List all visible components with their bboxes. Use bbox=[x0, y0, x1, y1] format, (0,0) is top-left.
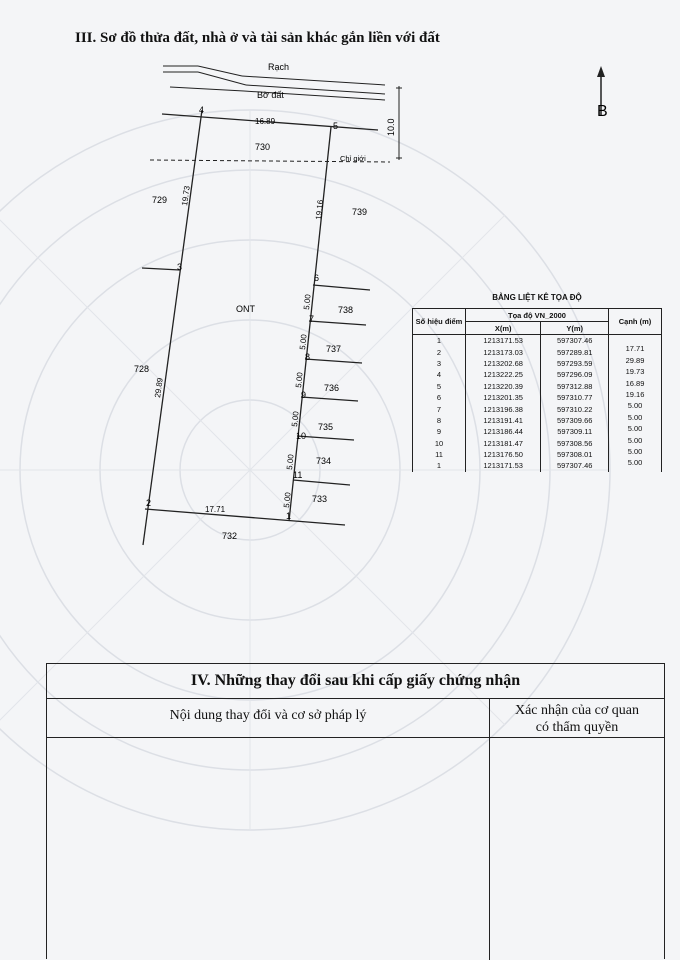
coord-x-cell: 1213173.03 bbox=[466, 346, 541, 357]
coord-point-cell: 11 bbox=[413, 449, 466, 460]
coord-edge-cell bbox=[609, 467, 662, 478]
neighbor-729: 729 bbox=[152, 195, 168, 205]
edge-length-2-3: 29.89 bbox=[153, 377, 165, 399]
coord-point-cell: 8 bbox=[413, 415, 466, 426]
edge-length-10-11: 5.00 bbox=[285, 453, 296, 471]
col-x-header: X(m) bbox=[466, 322, 541, 335]
coord-x-cell: 1213220.39 bbox=[466, 381, 541, 392]
authority-confirm-line1: Xác nhận của cơ quan bbox=[514, 703, 639, 718]
changes-content-header: Nội dung thay đổi và cơ sở pháp lý bbox=[47, 699, 489, 738]
neighbor-736: 736 bbox=[324, 383, 340, 393]
parcel-label: ONT bbox=[236, 304, 255, 314]
coord-table-title: BẢNG LIỆT KÊ TỌA ĐỘ bbox=[492, 293, 582, 302]
col-edge-header: Cạnh (m) bbox=[609, 309, 662, 335]
coord-x-cell: 1213171.53 bbox=[466, 335, 541, 347]
coord-y-cell: 597293.59 bbox=[541, 358, 609, 369]
edge-length-1-2: 17.71 bbox=[205, 505, 226, 514]
coord-x-cell: 1213176.50 bbox=[466, 449, 541, 460]
point-7: 7 bbox=[309, 314, 315, 324]
neighbor-737: 737 bbox=[326, 344, 342, 354]
neighbor-738: 738 bbox=[338, 305, 354, 315]
neighbor-line-6 bbox=[313, 285, 370, 290]
neighbor-line-3 bbox=[142, 268, 180, 270]
authority-confirm-column bbox=[490, 699, 664, 960]
coord-edge-cell: 5.00 bbox=[609, 422, 662, 433]
point-11: 11 bbox=[293, 470, 303, 480]
coord-y-cell: 597296.09 bbox=[541, 369, 609, 380]
point-8: 8 bbox=[305, 352, 311, 362]
point-10: 10 bbox=[296, 431, 307, 441]
col-point-header: Số hiệu điểm bbox=[413, 309, 466, 335]
coord-x-cell: 1213201.35 bbox=[466, 392, 541, 403]
coord-edge-cell: 19.73 bbox=[609, 365, 662, 376]
neighbor-line-8 bbox=[305, 359, 362, 363]
coord-y-cell: 597308.56 bbox=[541, 438, 609, 449]
coord-point-cell: 3 bbox=[413, 358, 466, 369]
coord-table-body bbox=[413, 335, 662, 472]
point-6: 6 bbox=[314, 273, 320, 283]
neighbor-line-9 bbox=[301, 397, 358, 401]
embankment-line-1 bbox=[198, 72, 246, 85]
coord-edge-cell: 5.00 bbox=[609, 433, 662, 444]
coord-y-cell: 597308.01 bbox=[541, 449, 609, 460]
coord-y-cell: 597310.77 bbox=[541, 392, 609, 403]
coord-edge-cell: 17.71 bbox=[609, 342, 662, 354]
coord-edge-cell: 5.00 bbox=[609, 456, 662, 467]
edge-length-11-1: 5.00 bbox=[282, 491, 293, 509]
coord-y-cell: 597307.46 bbox=[541, 460, 609, 471]
coord-point-cell: 6 bbox=[413, 392, 466, 403]
coord-point-cell: 10 bbox=[413, 438, 466, 449]
coord-edge-cell: 16.89 bbox=[609, 376, 662, 387]
coord-point-cell: 2 bbox=[413, 346, 466, 357]
coord-y-cell: 597289.81 bbox=[541, 346, 609, 357]
authority-confirm-line2: có thẩm quyền bbox=[535, 720, 619, 735]
coord-edge-cell: 5.00 bbox=[609, 445, 662, 456]
section3-title: III. Sơ đồ thửa đất, nhà ở và tài sản khác gắn liền với đất bbox=[75, 30, 440, 46]
coord-x-cell: 1213191.41 bbox=[466, 415, 541, 426]
edge-length-6-7: 5.00 bbox=[302, 293, 313, 311]
col-system-header: Tọa độ VN_2000 bbox=[466, 309, 609, 322]
canal-line-2 bbox=[198, 66, 242, 76]
coord-x-cell: 1213222.25 bbox=[466, 369, 541, 380]
point-5: 5 bbox=[333, 121, 339, 131]
neighbor-line-7 bbox=[309, 321, 366, 325]
edge-left-boundary bbox=[143, 110, 202, 545]
coord-edge-cell: 29.89 bbox=[609, 353, 662, 364]
coord-edge-cell: 5.00 bbox=[609, 410, 662, 421]
neighbor-732: 732 bbox=[222, 531, 238, 541]
coord-y-cell: 597312.88 bbox=[541, 381, 609, 392]
coord-x-cell: 1213181.47 bbox=[466, 438, 541, 449]
edge-length-8-9: 5.00 bbox=[294, 371, 305, 389]
neighbor-734: 734 bbox=[316, 456, 332, 466]
authority-confirm-header bbox=[490, 699, 664, 738]
north-label: B bbox=[597, 103, 608, 120]
coord-x-cell: 1213202.68 bbox=[466, 358, 541, 369]
coord-point-cell: 1 bbox=[413, 460, 466, 471]
coord-y-cell: 597310.22 bbox=[541, 403, 609, 414]
embankment-line-3 bbox=[170, 87, 244, 91]
section4-title: IV. Những thay đổi sau khi cấp giấy chứng nhận bbox=[47, 664, 664, 699]
point-4: 4 bbox=[199, 105, 205, 115]
coord-y-cell: 597309.11 bbox=[541, 426, 609, 437]
edge-length-3-4: 19.73 bbox=[180, 185, 192, 207]
col-y-header: Y(m) bbox=[541, 322, 609, 335]
edge-length-5-6: 19.16 bbox=[314, 199, 326, 221]
neighbor-728: 728 bbox=[134, 364, 150, 374]
coord-x-cell: 1213196.38 bbox=[466, 403, 541, 414]
point-9: 9 bbox=[301, 390, 307, 400]
coord-row bbox=[413, 335, 662, 347]
coord-table bbox=[412, 308, 662, 472]
neighbor-735: 735 bbox=[318, 422, 334, 432]
point-3: 3 bbox=[177, 262, 183, 272]
coord-point-cell: 4 bbox=[413, 369, 466, 380]
neighbor-line-11 bbox=[293, 480, 350, 485]
coord-y-cell: 597307.46 bbox=[541, 335, 609, 347]
coord-point-cell: 5 bbox=[413, 381, 466, 392]
coord-point-cell: 1 bbox=[413, 335, 466, 347]
point-1: 1 bbox=[286, 511, 292, 521]
point-2: 2 bbox=[146, 498, 152, 508]
coord-point-cell: 7 bbox=[413, 403, 466, 414]
edge-length-7-8: 5.00 bbox=[298, 333, 309, 351]
changes-content-column bbox=[47, 699, 490, 960]
neighbor-730: 730 bbox=[255, 142, 271, 152]
coord-point-cell: 9 bbox=[413, 426, 466, 437]
width-mark-label: 10.0 bbox=[386, 118, 396, 136]
coord-x-cell: 1213171.53 bbox=[466, 460, 541, 471]
edge-2-1-baseline bbox=[145, 509, 345, 525]
coord-x-cell: 1213186.44 bbox=[466, 426, 541, 437]
changes-section bbox=[46, 663, 665, 959]
coord-edge-cell: 19.16 bbox=[609, 388, 662, 399]
embankment-label: Bờ đất bbox=[257, 90, 284, 100]
neighbor-739: 739 bbox=[352, 207, 368, 217]
neighbor-733: 733 bbox=[312, 494, 328, 504]
canal-label: Rạch bbox=[268, 62, 290, 72]
edge-length-4-5: 16.89 bbox=[255, 117, 276, 126]
coord-edge-cell: 5.00 bbox=[609, 399, 662, 410]
canal-line-3 bbox=[242, 76, 385, 85]
boundary-note-label: Chỉ giới bbox=[340, 154, 366, 163]
coord-y-cell: 597309.66 bbox=[541, 415, 609, 426]
edge-length-9-10: 5.00 bbox=[290, 410, 301, 428]
